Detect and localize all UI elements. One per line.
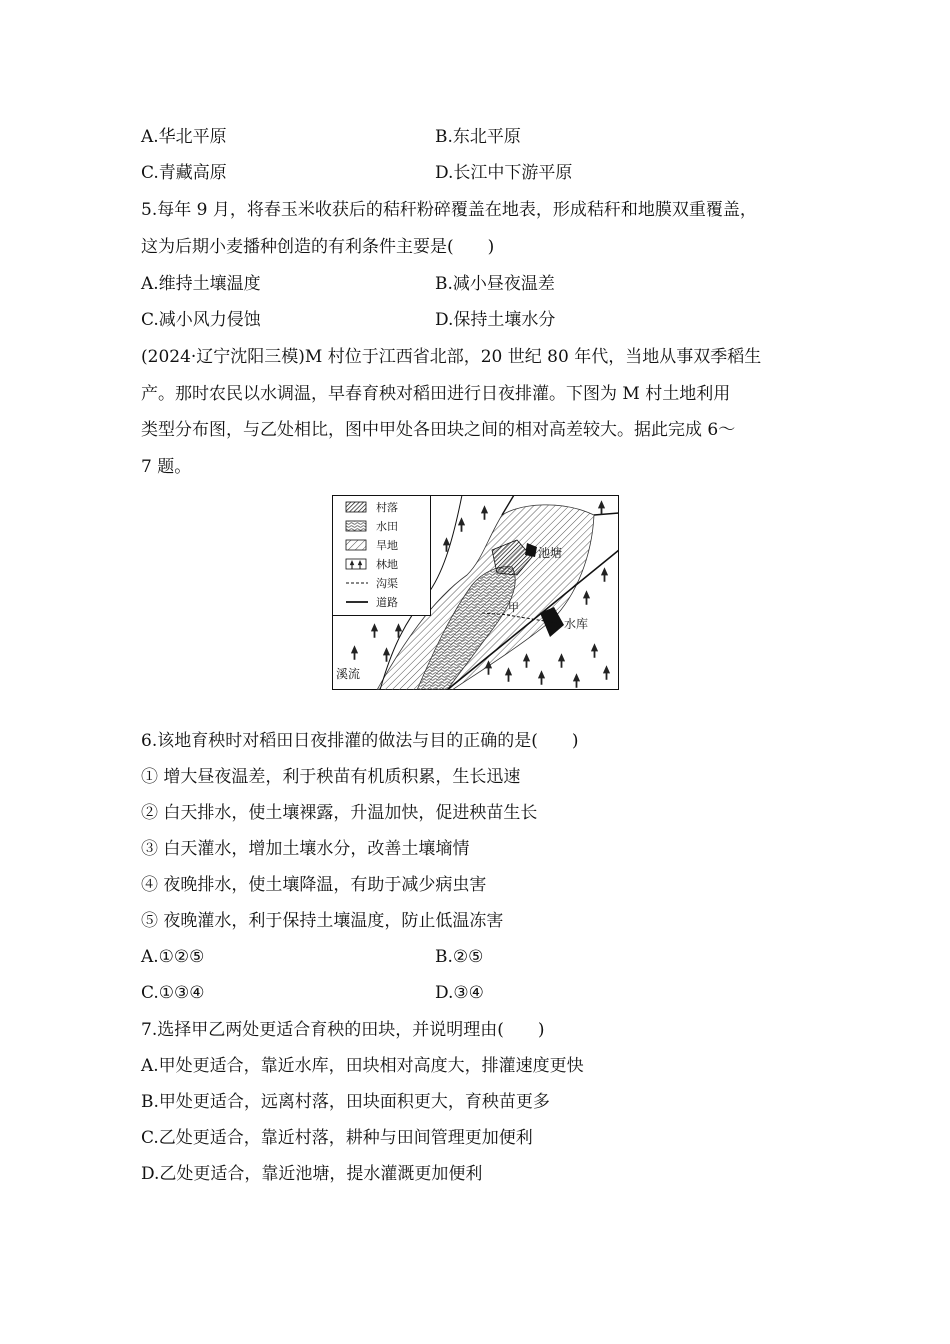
q6-item-5: ⑤ 夜晚灌水，利于保持土壤温度，防止低温冻害 — [141, 911, 504, 931]
passage-line-3: 类型分布图，与乙处相比，图中甲处各田块之间的相对高差较大。据此完成 6～ — [141, 420, 736, 440]
q4-option-c: C.青藏高原 — [141, 163, 227, 183]
legend-road-label: 道路 — [376, 596, 398, 609]
q6-option-a: A.①②⑤ — [141, 947, 205, 967]
q5-stem-line-1: 5.每年 9 月，将春玉米收获后的秸秆粉碎覆盖在地表，形成秸秆和地膜双重覆盖， — [141, 200, 757, 220]
legend-dryland-label: 旱地 — [376, 539, 398, 552]
q7-option-d: D.乙处更适合，靠近池塘，提水灌溉更加便利 — [141, 1164, 483, 1184]
legend-forest-swatch — [346, 559, 366, 569]
q6-stem: 6.该地育秧时对稻田日夜排灌的做法与目的正确的是( ) — [141, 731, 579, 751]
q6-item-1: ① 增大昼夜温差，利于秧苗有机质积累，生长迅速 — [141, 767, 521, 787]
q5-stem-line-2: 这为后期小麦播种创造的有利条件主要是( ) — [141, 237, 495, 257]
q4-option-b: B.东北平原 — [435, 127, 521, 147]
q6-option-c: C.①③④ — [141, 983, 205, 1003]
q7-option-a: A.甲处更适合，靠近水库，田块相对高度大，排灌速度更快 — [141, 1056, 584, 1076]
legend-paddy-label: 水田 — [376, 520, 398, 533]
q4-option-d: D.长江中下游平原 — [435, 163, 573, 183]
land-use-map — [332, 495, 619, 690]
q7-option-b: B.甲处更适合，远离村落，田块面积更大，育秧苗更多 — [141, 1092, 550, 1112]
q5-option-a: A.维持土壤温度 — [141, 274, 261, 294]
passage-line-2: 产。那时农民以水调温，早春育秧对稻田进行日夜排灌。下图为 M 村土地利用 — [141, 384, 731, 404]
q5-option-d: D.保持土壤水分 — [435, 310, 556, 330]
q5-option-c: C.减小风力侵蚀 — [141, 310, 261, 330]
q6-item-3: ③ 白天灌水，增加土壤水分，改善土壤墒情 — [141, 839, 470, 859]
pond-label: 池塘 — [538, 546, 563, 560]
passage-line-1: (2024·辽宁沈阳三模)M 村位于江西省北部，20 世纪 80 年代，当地从事双季稻生 — [141, 347, 762, 367]
q6-option-b: B.②⑤ — [435, 947, 484, 967]
passage-line-4: 7 题。 — [141, 457, 192, 477]
stream-label: 溪流 — [336, 667, 361, 681]
jia-label: 甲 — [508, 601, 519, 614]
legend-canal-label: 沟渠 — [376, 577, 398, 590]
reservoir-label: 水库 — [564, 617, 589, 631]
legend-village-swatch — [346, 502, 366, 512]
q6-item-4: ④ 夜晚排水，使土壤降温，有助于减少病虫害 — [141, 875, 487, 895]
q7-option-c: C.乙处更适合，靠近村落，耕种与田间管理更加便利 — [141, 1128, 533, 1148]
legend-village-label: 村落 — [376, 501, 398, 514]
legend-forest-label: 林地 — [376, 558, 398, 571]
legend-dryland-swatch — [346, 540, 366, 550]
q5-option-b: B.减小昼夜温差 — [435, 274, 555, 294]
q4-option-a: A.华北平原 — [141, 127, 227, 147]
q6-option-d: D.③④ — [435, 983, 484, 1003]
legend-paddy-swatch — [346, 521, 366, 531]
q6-item-2: ② 白天排水，使土壤裸露，升温加快，促进秧苗生长 — [141, 803, 538, 823]
q7-stem: 7.选择甲乙两处更适合育秧的田块，并说明理由( ) — [141, 1020, 545, 1040]
